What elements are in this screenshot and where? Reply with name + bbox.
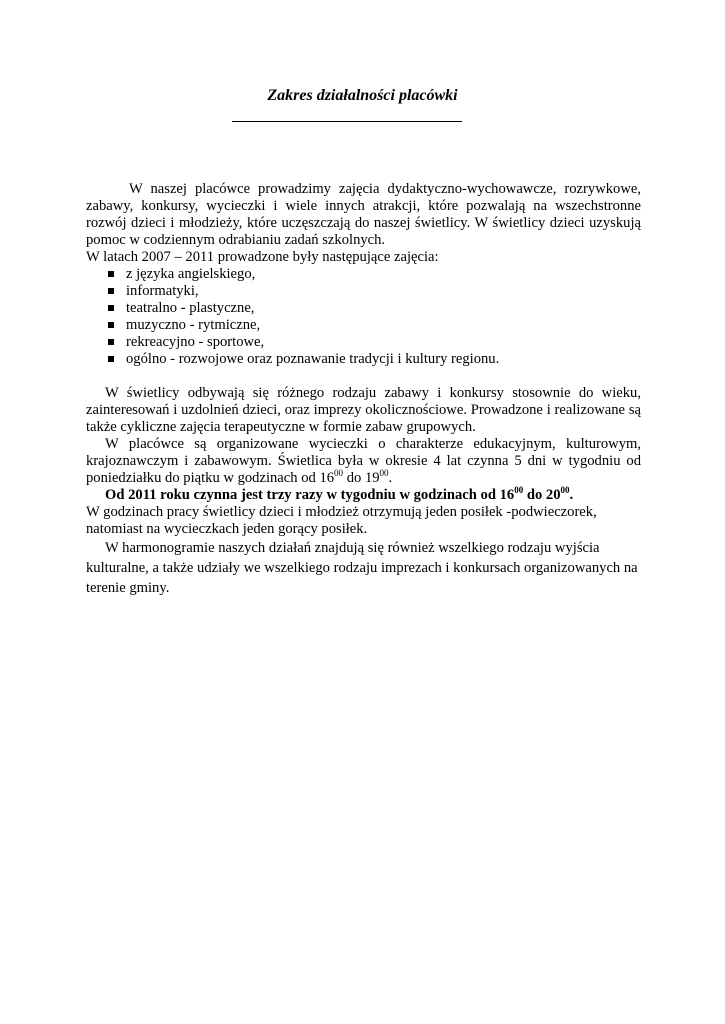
outings-paragraph: W harmonogramie naszych działań znajdują się również wszelkiego rodzaju wyjścia kulturalne, a także udziały we wszelkiego rodzaju imprezach i konkursach organizowanych na terenie gminy. [86, 540, 638, 596]
list-item: z języka angielskiego, [86, 266, 641, 283]
title-underline [232, 121, 462, 122]
trips-paragraph: W placówce są organizowane wycieczki o charakterze edukacyjnym, kulturowym, krajoznawczym i zabawowym. Świetlica była w okresie 4 lat czynna 5 dni w tygodniu od poniedziałku do piątku w godzinach od $16^{00}$ do $19^{00}$. [86, 436, 641, 486]
list-item: rekreacyjno - sportowe, [86, 334, 641, 351]
events-paragraph: W świetlicy odbywają się różnego rodzaju zabawy i konkursy stosownie do wieku, zainteresowań i uzdolnień dzieci, oraz imprezy okolicznościowe. Prowadzone i realizowane są także cykliczne zajęcia terapeutyczne w formie zabaw grupowych. [86, 385, 641, 435]
document-title: Zakres działalności placówki [267, 87, 458, 104]
square-bullet-icon [108, 339, 114, 345]
square-bullet-icon [108, 322, 114, 328]
square-bullet-icon [108, 271, 114, 277]
activities-list [86, 266, 641, 368]
square-bullet-icon [108, 356, 114, 362]
list-item: teatralno - plastyczne, [86, 300, 641, 317]
list-item: muzyczno - rytmiczne, [86, 317, 641, 334]
schedule-paragraph: Od 2011 roku czynna jest trzy razy w tygodniu w godzinach od $16^{00}$ do $20^{00}$. [105, 485, 574, 503]
square-bullet-icon [108, 305, 114, 311]
list-intro: W latach 2007 – 2011 prowadzone były następujące zajęcia: [86, 249, 439, 265]
spacer [86, 368, 641, 385]
meals-paragraph: W godzinach pracy świetlicy dzieci i młodzież otrzymują jeden posiłek -podwieczorek, natomiast na wycieczkach jeden gorący posiłek. [86, 504, 597, 537]
intro-paragraph: W naszej placówce prowadzimy zajęcia dydaktyczno-wychowawcze, rozrywkowe, zabawy, konkursy, wycieczki i wiele innych atrakcji, które pozwalają na wszechstronne rozwój dzieci i młodzieży, które uczęszczają do naszej świetlicy. W świetlicy dzieci uzyskują pomoc w codziennym odrabianiu zadań szkolnych. [86, 181, 641, 248]
document-body [86, 181, 641, 598]
list-item: ogólno - rozwojowe oraz poznawanie tradycji i kultury regionu. [86, 351, 641, 368]
square-bullet-icon [108, 288, 114, 294]
list-item: informatyki, [86, 283, 641, 300]
